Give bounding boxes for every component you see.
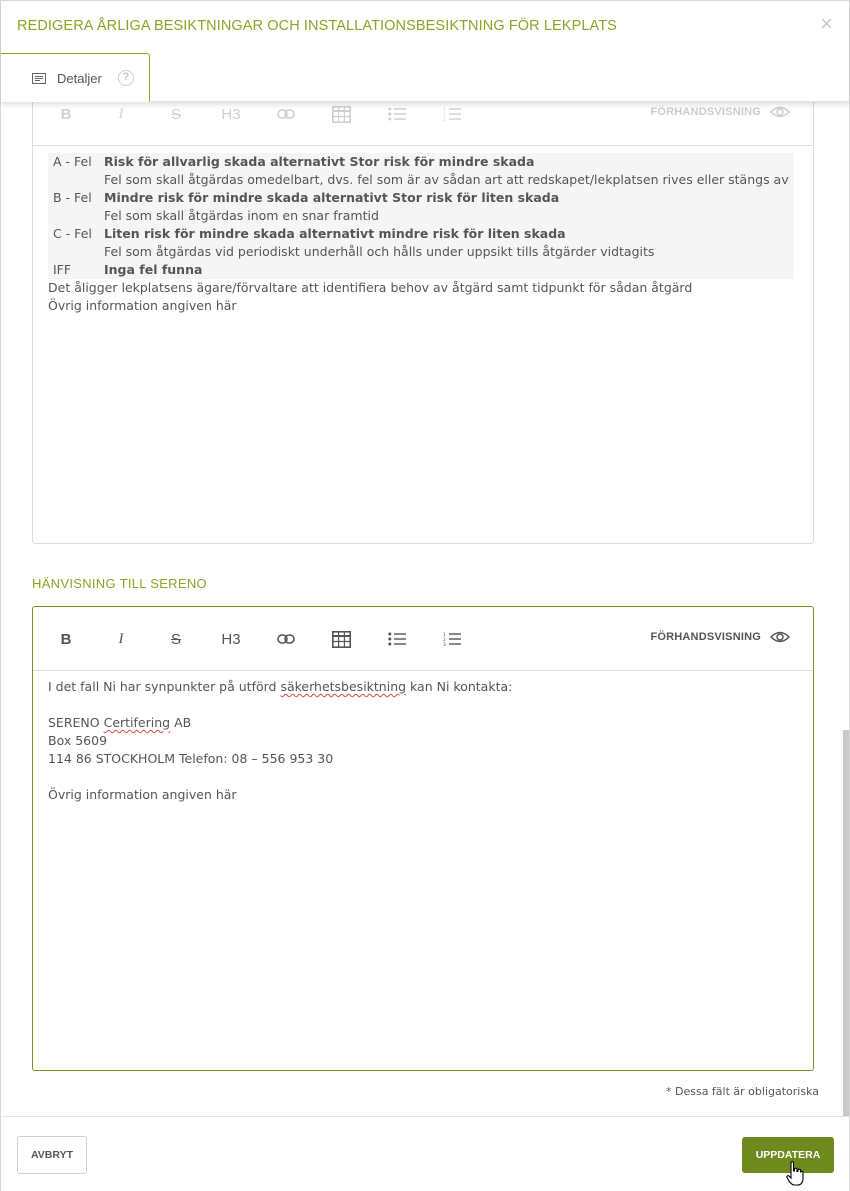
paragraph <box>48 714 798 732</box>
text-run: I det fall Ni har synpunkter på utförd <box>48 679 281 694</box>
table-row <box>48 171 794 189</box>
empty-paragraph <box>48 768 798 786</box>
pointer-cursor-icon <box>786 1161 804 1187</box>
required-fields-note: * Dessa fält är obligatoriska <box>666 1085 819 1098</box>
bullet-list-icon[interactable] <box>387 104 407 124</box>
section-title-sereno: HÄNVISNING TILL SERENO <box>32 576 207 591</box>
table-cell-code: C - Fel <box>53 226 92 241</box>
italic-button[interactable]: I <box>118 105 124 122</box>
tab-details-label: Detaljer <box>57 71 102 86</box>
document-icon <box>32 73 46 84</box>
numbered-list-icon[interactable] <box>442 629 462 649</box>
paragraph: Det åligger lekplatsens ägare/förvaltare att identifiera behov av åtgärd samt tidpunkt för sådan åtgärd <box>48 280 693 295</box>
table-icon[interactable] <box>331 104 351 124</box>
update-button[interactable]: UPPDATERA <box>742 1137 834 1173</box>
link-icon[interactable] <box>276 629 296 649</box>
heading-button[interactable]: H3 <box>221 630 241 648</box>
table-row <box>48 225 794 243</box>
svg-text:3: 3 <box>443 643 446 646</box>
modal-header <box>1 1 849 102</box>
rich-text-editor-sereno[interactable] <box>32 606 814 1071</box>
svg-text:1: 1 <box>443 108 446 113</box>
italic-button[interactable]: I <box>118 630 124 647</box>
paragraph: Övrig information angiven här <box>48 298 237 313</box>
table-cell-text: Fel som skall åtgärdas omedelbart, dvs. fel som är av sådan art att redskapet/lekplatsen rives eller stängs av <box>104 172 789 187</box>
heading-button[interactable]: H3 <box>221 105 241 123</box>
bold-button[interactable]: B <box>60 630 72 648</box>
preview-label: FÖRHANDSVISNING <box>650 106 761 118</box>
numbered-list-icon[interactable] <box>442 104 462 124</box>
table-cell-code: IFF <box>53 262 72 277</box>
classification-table <box>48 153 794 279</box>
svg-text:3: 3 <box>443 118 446 121</box>
cancel-button[interactable]: AVBRYT <box>17 1136 87 1174</box>
close-icon[interactable]: × <box>820 11 833 36</box>
modal-footer <box>1 1116 849 1191</box>
text-run: SERENO <box>48 715 104 730</box>
editor-toolbar <box>33 607 813 671</box>
preview-label: FÖRHANDSVISNING <box>650 631 761 643</box>
table-row <box>48 189 794 207</box>
table-cell-code <box>48 243 99 261</box>
text-run: AB <box>170 715 192 730</box>
preview-toggle[interactable] <box>650 631 790 643</box>
editor-content[interactable] <box>33 146 813 322</box>
table-cell-text: Risk för allvarlig skada alternativt Stor risk för mindre skada <box>104 154 535 169</box>
modal-body[interactable] <box>1 102 849 1116</box>
preview-toggle[interactable] <box>650 106 790 118</box>
paragraph: Box 5609 <box>48 733 108 748</box>
misspelled-word: säkerhetsbesiktning <box>280 679 407 694</box>
table-cell-code <box>48 171 99 189</box>
table-cell-text: Mindre risk för mindre skada alternativt Stor risk för liten skada <box>104 190 560 205</box>
table-cell-text: Liten risk för mindre skada alternativt mindre risk för liten skada <box>104 226 566 241</box>
strikethrough-button[interactable]: S <box>170 105 181 123</box>
modal-title: REDIGERA ÅRLIGA BESIKTNINGAR OCH INSTALLATIONSBESIKTNING FÖR LEKPLATS <box>17 18 617 34</box>
misspelled-word: Certifering <box>103 715 171 730</box>
paragraph <box>48 678 798 696</box>
strikethrough-button[interactable]: S <box>170 630 181 648</box>
table-cell-text: Fel som åtgärdas vid periodiskt underhåll och hålls under uppsikt tills åtgärder vidtagits <box>104 244 655 259</box>
table-row <box>48 153 794 171</box>
table-row <box>48 207 794 225</box>
help-icon[interactable]: ? <box>118 70 134 86</box>
link-icon[interactable] <box>276 104 296 124</box>
editor-content[interactable] <box>33 671 813 811</box>
empty-paragraph <box>48 696 798 714</box>
table-cell-text: Fel som skall åtgärdas inom en snar framtid <box>104 208 379 223</box>
bullet-list-icon[interactable] <box>387 629 407 649</box>
paragraph: Övrig information angiven här <box>48 787 237 802</box>
scrollbar-thumb[interactable] <box>843 730 849 1116</box>
table-cell-code: B - Fel <box>53 190 92 205</box>
eye-icon <box>770 106 790 118</box>
svg-text:1: 1 <box>443 633 446 638</box>
paragraph: 114 86 STOCKHOLM Telefon: 08 – 556 953 30 <box>48 751 334 766</box>
eye-icon <box>770 631 790 643</box>
tab-details[interactable] <box>1 53 150 102</box>
table-icon[interactable] <box>331 629 351 649</box>
table-cell-code: A - Fel <box>53 154 92 169</box>
table-cell-text: Inga fel funna <box>104 262 203 277</box>
editor-toolbar <box>33 102 813 146</box>
rich-text-editor-classification[interactable] <box>32 102 814 544</box>
svg-text:2: 2 <box>443 638 446 643</box>
table-row <box>48 243 794 261</box>
text-run: kan Ni kontakta: <box>406 679 513 694</box>
bold-button[interactable]: B <box>60 105 72 123</box>
table-cell-code <box>48 207 99 225</box>
table-row <box>48 261 794 279</box>
svg-text:2: 2 <box>443 113 446 118</box>
